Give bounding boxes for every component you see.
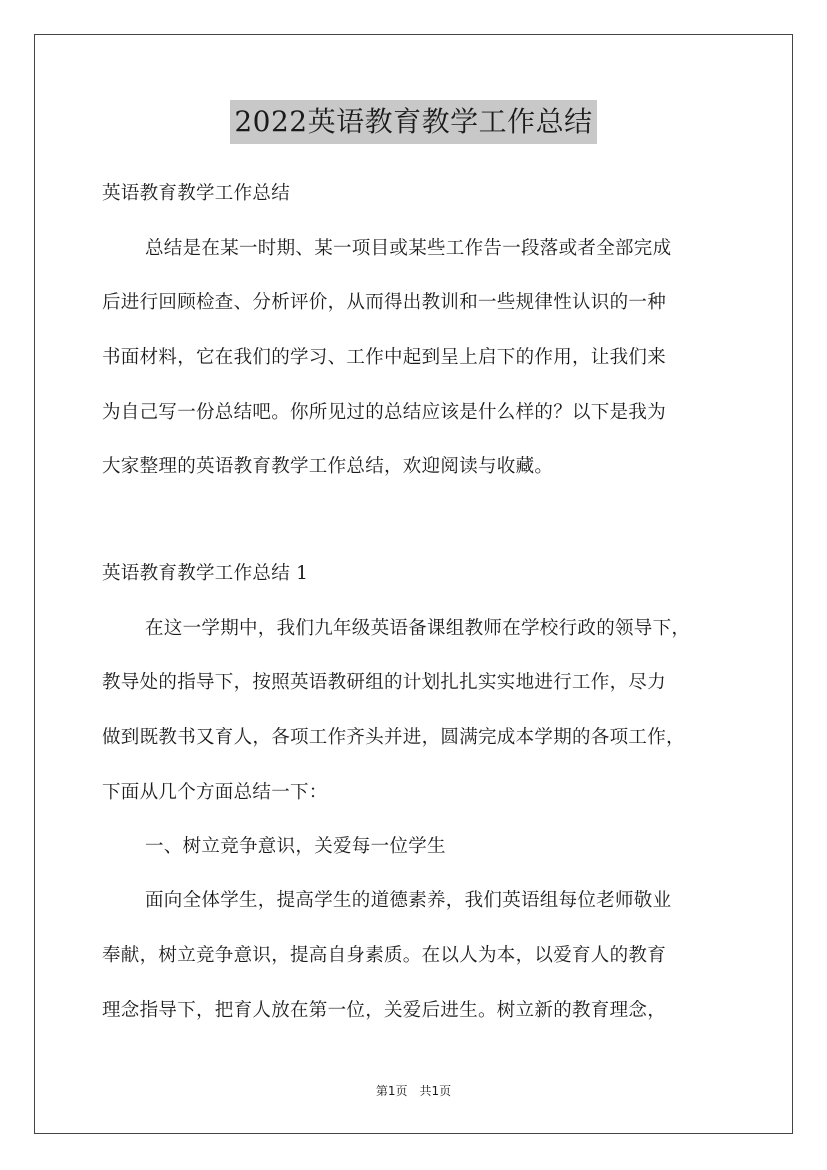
paragraph-line: 大家整理的英语教育教学工作总结，欢迎阅读与收藏。 <box>102 456 554 477</box>
paragraph-line: 理念指导下，把育人放在第一位，关爱后进生。树立新的教育理念， <box>102 1000 667 1021</box>
paragraph-line: 书面材料，它在我们的学习、工作中起到呈上启下的作用，让我们来 <box>102 347 667 368</box>
page-footer: 第1页 共1页 <box>375 1084 452 1098</box>
document-title: 2022英语教育教学工作总结 <box>230 100 596 144</box>
section-heading: 英语教育教学工作总结 <box>102 183 291 204</box>
section-heading: 英语教育教学工作总结 1 <box>102 563 309 584</box>
paragraph-line: 在这一学期中，我们九年级英语备课组教师在学校行政的领导下， <box>145 618 691 639</box>
paragraph-line: 奉献，树立竞争意识，提高自身素质。在以人为本，以爱育人的教育 <box>102 945 667 966</box>
paragraph-line: 教导处的指导下，按照英语教研组的计划扎扎实实地进行工作，尽力 <box>102 672 667 693</box>
paragraph-line: 下面从几个方面总结一下： <box>102 782 328 803</box>
paragraph-line: 面向全体学生，提高学生的道德素养，我们英语组每位老师敬业 <box>145 890 672 911</box>
paragraph-line: 后进行回顾检查、分析评价，从而得出教训和一些规律性认识的一种 <box>102 292 667 313</box>
title-container <box>0 100 827 144</box>
paragraph-line: 做到既教书又育人，各项工作齐头并进，圆满完成本学期的各项工作， <box>102 727 685 748</box>
subheading: 一、树立竞争意识，关爱每一位学生 <box>145 836 446 857</box>
paragraph-line: 总结是在某一时期、某一项目或某些工作告一段落或者全部完成 <box>145 238 672 259</box>
paragraph-line: 为自己写一份总结吧。你所见过的总结应该是什么样的？以下是我为 <box>102 402 667 423</box>
